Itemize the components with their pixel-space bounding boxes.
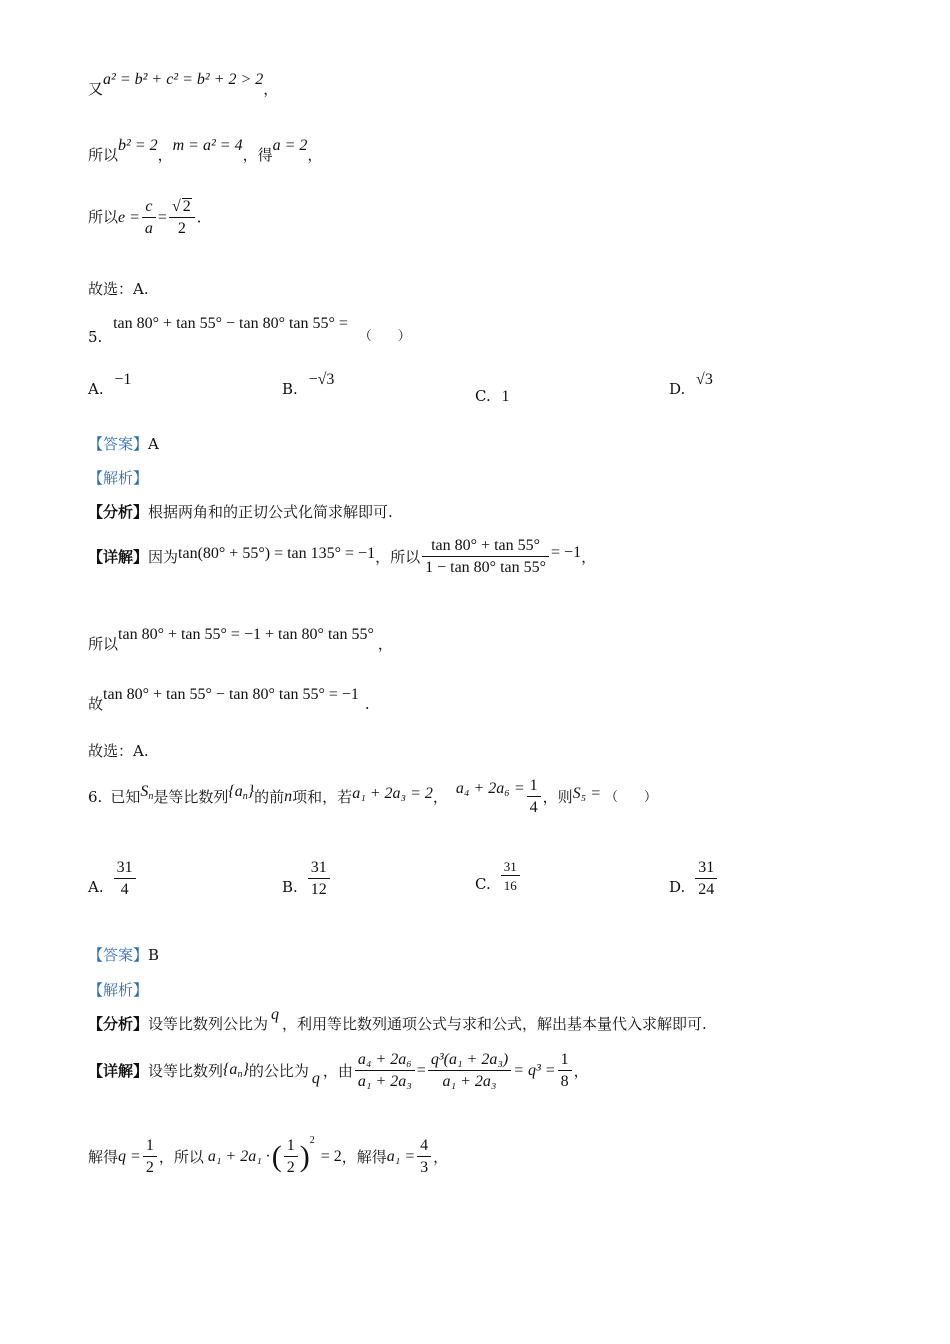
q6-analysis-tag: 【解析】 bbox=[88, 981, 149, 999]
math-expression: a = 2 bbox=[272, 137, 308, 154]
fraction-sqrt2-over-2: $\frac{√ 2}{2}$ bbox=[169, 198, 195, 237]
equals: = bbox=[157, 208, 167, 226]
q5-analysis-tag: 【解析】 bbox=[88, 469, 149, 487]
question-5 bbox=[88, 315, 411, 346]
answer-choice-line: 故选：A. bbox=[88, 280, 149, 298]
q5-answer bbox=[88, 437, 159, 452]
answer-tag: 【答案】 bbox=[88, 435, 149, 453]
q5-fenxi: 【分析】根据两角和的正切公式化简求解即可. bbox=[88, 503, 393, 521]
q5-option-d: D. √3 bbox=[669, 371, 713, 398]
q5-option-c: C. 1 bbox=[475, 387, 510, 405]
q6-option-d: D. $\frac{31}{24}$ bbox=[669, 860, 719, 898]
fraction-one-eighth: $\frac{1}{8}$ bbox=[558, 1052, 572, 1090]
punct: ． bbox=[196, 208, 212, 226]
q5-step3: 故tan 80° + tan 55° − tan 80° tan 55° = −1. bbox=[88, 686, 370, 713]
q6-option-b: B. $\frac{31}{12}$ bbox=[282, 860, 332, 898]
punct: ， bbox=[307, 146, 323, 164]
q5-step2: 所以tan 80° + tan 55° = −1 + tan 80° tan 55°， bbox=[88, 626, 393, 653]
answer-blank: （ ） bbox=[358, 329, 411, 344]
q5-xiangjie: 【详解】 因为 tan(80° + 55°) = tan 135° = −1 ，所以 $\frac{\tan 80^\circ + \tan 55^\circ}{1 - \tan 80^\circ \tan 55^\circ}$ = −1 ， bbox=[88, 537, 597, 576]
q6-option-a: A. $\frac{31}{4}$ bbox=[88, 860, 138, 898]
q6-solve: 解得 q = $\frac{1}{2}$ ，所以 a₁ + 2a₁ · ( $\frac{1}{2}$ ) 2 = 2 ，解得 a₁ = $\frac{4}{3}$ ， bbox=[88, 1135, 449, 1176]
fraction-tan-sum: $\frac{\tan 80^\circ + \tan 55^\circ}{1 - \tan 80^\circ \tan 55^\circ}$ bbox=[422, 538, 549, 576]
question-stem: tan 80° + tan 55° − tan 80° tan 55° = bbox=[113, 315, 348, 332]
q6-answer bbox=[88, 948, 159, 963]
answer-value: B bbox=[148, 946, 160, 964]
math-expression: a² = b² + c² = b² + 2 > 2 bbox=[103, 71, 264, 88]
fraction-ratio-1: $\frac{\text{a₄ + 2a₆}}{\text{a₁ + 2a₃}}$ bbox=[355, 1052, 415, 1090]
q6-option-c: C. $\frac{31}{16}$ bbox=[475, 860, 522, 892]
fraction-ratio-2: $\frac{\text{q³(a₁ + 2a₃)}}{\text{a₁ + 2a₃}}$ bbox=[428, 1052, 511, 1090]
math-expression: e = bbox=[118, 208, 140, 226]
text: 又 bbox=[88, 80, 104, 98]
line-b-squared bbox=[88, 137, 323, 164]
line-a-squared bbox=[88, 71, 279, 98]
punct: ， bbox=[157, 146, 173, 164]
answer-value: A bbox=[148, 435, 159, 453]
punct: ， bbox=[263, 80, 279, 98]
text: 所以 bbox=[88, 208, 119, 226]
fraction-one-quarter: $\frac{1}{4}$ bbox=[527, 778, 541, 816]
math-expression: b² = 2 bbox=[118, 137, 158, 154]
text: 所以 bbox=[88, 146, 119, 164]
q5-final: 故选：A. bbox=[88, 742, 149, 760]
question-6: 6. 已知 $S_n$ 是等比数列 $\{a_n\}$ 的前 n 项和，若 a₁ + 2a₃ = 2 ， a₄ + 2a₆ = $\frac{1}{4}$ ，则 S₅ = （ ） bbox=[88, 777, 658, 816]
q6-xiangjie: 【详解】 设等比数列 $\{a_n\}$ 的公比为 q ，由 $\frac{\text{a₄ + 2a₆}}{\text{a₁ + 2a₃}}$ = $\frac{\text{q³(a₁ + 2a₃)}}{\text{a₁ + 2a₃}}$ = q³ = $\frac{1}{8}$ ， bbox=[88, 1051, 589, 1090]
math-expression: m = a² = 4 bbox=[172, 137, 243, 154]
q6-fenxi: 【分析】设等比数列公比为q，利用等比数列通项公式与求和公式，解出基本量代入求解即可. bbox=[88, 1006, 707, 1033]
q5-option-b: B. −√3 bbox=[282, 371, 335, 398]
question-number: 5. bbox=[88, 328, 103, 346]
line-eccentricity bbox=[88, 198, 212, 237]
q5-option-a: A. −1 bbox=[88, 371, 132, 398]
answer-tag: 【答案】 bbox=[88, 946, 149, 964]
text: ，得 bbox=[242, 146, 273, 164]
fraction-c-over-a: $\frac{c}{a}$ bbox=[142, 199, 156, 237]
